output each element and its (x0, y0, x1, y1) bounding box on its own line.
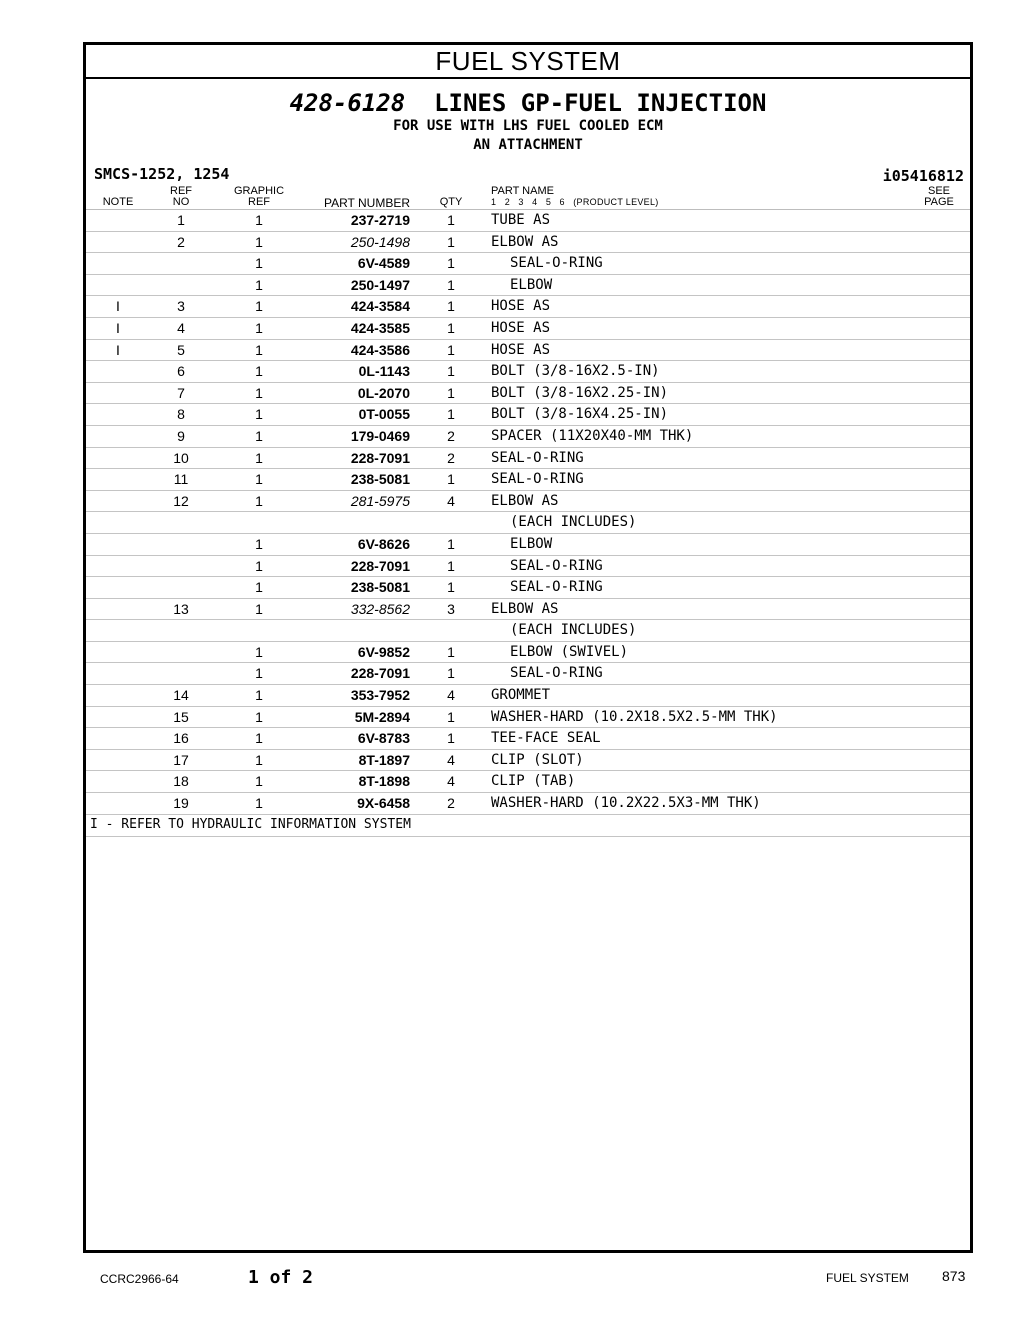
row-part-number: 424-3586 (350, 341, 410, 358)
row-graphic-ref: 1 (255, 557, 263, 574)
row-ref-no: 12 (173, 492, 189, 509)
row-qty: 4 (447, 687, 455, 704)
row-part-name: ELBOW (SWIVEL) (510, 643, 629, 660)
row-part-number: 6V-8626 (357, 535, 410, 552)
row-qty: 1 (447, 298, 455, 315)
row-ref-no: 8 (177, 406, 185, 423)
page-number: 873 (942, 1268, 966, 1284)
row-part-number: 9X-6458 (357, 795, 410, 812)
row-ref-no: 11 (173, 471, 189, 488)
row-part-name: SEAL-O-RING (510, 557, 603, 574)
row-qty: 4 (447, 751, 455, 768)
row-part-name: ELBOW AS (491, 600, 559, 617)
row-part-name: TUBE AS (491, 212, 551, 228)
row-graphic-ref: 1 (255, 427, 263, 444)
table-row (86, 685, 970, 707)
smcs-code: SMCS-1252, 1254 (94, 165, 230, 183)
row-part-number: 5M-2894 (354, 708, 410, 725)
col-graphic-ref (226, 186, 292, 208)
row-part-number: 250-1497 (350, 276, 410, 293)
row-note: I (116, 341, 120, 358)
row-part-name: (EACH INCLUDES) (510, 622, 637, 639)
row-part-number: 281-5975 (350, 492, 410, 509)
row-graphic-ref: 1 (255, 471, 263, 488)
row-qty: 1 (447, 255, 455, 272)
table-row (86, 728, 970, 750)
illustration-id: i05416812 (882, 167, 964, 185)
row-note: I (116, 319, 120, 336)
row-qty: 2 (447, 449, 455, 466)
row-part-number: 238-5081 (350, 471, 410, 488)
row-part-number: 8T-1898 (358, 773, 410, 790)
row-part-number: 0L-2070 (357, 384, 410, 401)
table-row (86, 210, 970, 232)
row-part-name: BOLT (3/8-16X4.25-IN) (491, 406, 669, 423)
row-part-name: GROMMET (491, 687, 551, 704)
col-part-number: PART NUMBER (323, 196, 410, 210)
row-qty: 1 (447, 535, 455, 552)
table-row (86, 426, 970, 448)
doc-code: CCRC2966-64 (100, 1272, 179, 1286)
subtitle-usage: FOR USE WITH LHS FUEL COOLED ECM (393, 118, 663, 134)
row-part-name: SEAL-O-RING (491, 471, 584, 488)
row-qty: 4 (447, 492, 455, 509)
row-part-name: HOSE AS (491, 298, 551, 315)
row-part-name: ELBOW AS (491, 492, 559, 509)
row-graphic-ref: 1 (255, 363, 263, 380)
row-part-number: 238-5081 (350, 579, 410, 596)
row-part-name: CLIP (SLOT) (491, 751, 584, 768)
table-row (86, 577, 970, 599)
col-ref-no (164, 186, 198, 208)
row-part-name: WASHER-HARD (10.2X22.5X3-MM THK) (491, 795, 761, 812)
row-qty: 2 (447, 427, 455, 444)
col-ref-no-line2: NO (172, 196, 190, 208)
row-part-number: 179-0469 (350, 427, 410, 444)
row-qty: 1 (447, 384, 455, 401)
group-part-number: 428-6128 (289, 89, 406, 117)
row-graphic-ref: 1 (255, 406, 263, 423)
table-row (86, 556, 970, 578)
row-part-name: ELBOW AS (491, 233, 559, 250)
table-row (86, 232, 970, 254)
row-qty: 1 (447, 276, 455, 293)
col-note: NOTE (102, 196, 134, 208)
table-row (86, 361, 970, 383)
table-row (86, 448, 970, 470)
row-part-number: 250-1498 (350, 233, 410, 250)
page-frame (83, 42, 973, 1253)
col-ref-no-line1: REF (170, 185, 192, 197)
column-header (86, 183, 970, 210)
row-qty: 1 (447, 363, 455, 380)
row-qty: 4 (447, 773, 455, 790)
row-graphic-ref: 1 (255, 600, 263, 617)
row-part-number: 8T-1897 (358, 751, 410, 768)
table-row (86, 620, 970, 642)
row-ref-no: 6 (177, 363, 185, 380)
row-ref-no: 15 (173, 708, 189, 725)
row-part-name: ELBOW (510, 535, 553, 552)
row-graphic-ref: 1 (255, 579, 263, 596)
row-part-name: SEAL-O-RING (510, 665, 603, 682)
row-part-name: BOLT (3/8-16X2.5-IN) (491, 363, 660, 380)
row-part-name: SEAL-O-RING (510, 255, 603, 272)
col-graphic-line2: REF (248, 196, 270, 208)
table-row (86, 534, 970, 556)
row-part-name: TEE-FACE SEAL (491, 730, 601, 747)
row-graphic-ref: 1 (255, 449, 263, 466)
row-graphic-ref: 1 (255, 795, 263, 812)
footer-section: FUEL SYSTEM (826, 1271, 909, 1285)
row-graphic-ref: 1 (255, 276, 263, 293)
row-part-number: 6V-9852 (357, 643, 410, 660)
row-qty: 1 (447, 579, 455, 596)
row-part-number: 424-3584 (350, 298, 410, 315)
table-row (86, 275, 970, 297)
col-see-page (914, 186, 964, 208)
row-ref-no: 5 (177, 341, 185, 358)
row-part-name: ELBOW (510, 276, 553, 293)
table-row (86, 707, 970, 729)
table-row (86, 642, 970, 664)
row-ref-no: 18 (173, 773, 189, 790)
table-row (86, 404, 970, 426)
col-qty: QTY (439, 196, 463, 208)
page-of: 1 of 2 (248, 1267, 314, 1288)
row-qty: 2 (447, 795, 455, 812)
row-qty: 1 (447, 212, 455, 228)
table-row (86, 663, 970, 685)
row-graphic-ref: 1 (255, 298, 263, 315)
row-part-name: (EACH INCLUDES) (510, 514, 637, 531)
row-ref-no: 16 (173, 730, 189, 747)
table-row (86, 771, 970, 793)
row-qty: 1 (447, 233, 455, 250)
table-row (86, 318, 970, 340)
row-part-name: CLIP (TAB) (491, 773, 576, 790)
row-part-name: SEAL-O-RING (491, 449, 584, 466)
row-part-name: BOLT (3/8-16X2.25-IN) (491, 384, 669, 401)
row-qty: 1 (447, 730, 455, 747)
row-qty: 3 (447, 600, 455, 617)
row-ref-no: 7 (177, 384, 185, 401)
row-part-name: WASHER-HARD (10.2X18.5X2.5-MM THK) (491, 708, 778, 725)
row-part-number: 0L-1143 (358, 363, 410, 380)
row-part-number: 6V-8783 (357, 730, 410, 747)
row-ref-no: 3 (177, 298, 185, 315)
table-row (86, 340, 970, 362)
row-qty: 1 (447, 708, 455, 725)
col-graphic-line1: GRAPHIC (233, 185, 285, 197)
col-part-name-line1: PART NAME (491, 185, 554, 197)
row-ref-no: 17 (173, 751, 189, 768)
subtitle-attachment: AN ATTACHMENT (473, 137, 583, 153)
row-graphic-ref: 1 (255, 384, 263, 401)
row-ref-no: 10 (173, 449, 189, 466)
row-qty: 1 (447, 665, 455, 682)
row-part-number: 6V-4589 (357, 255, 410, 272)
row-part-number: 424-3585 (350, 319, 410, 336)
row-part-number: 237-2719 (350, 212, 410, 228)
row-graphic-ref: 1 (255, 665, 263, 682)
row-note: I (116, 298, 120, 315)
row-graphic-ref: 1 (255, 730, 263, 747)
row-graphic-ref: 1 (255, 319, 263, 336)
row-graphic-ref: 1 (255, 751, 263, 768)
row-graphic-ref: 1 (255, 233, 263, 250)
row-graphic-ref: 1 (255, 255, 263, 272)
system-title: FUEL SYSTEM (86, 45, 970, 79)
row-part-number: 353-7952 (350, 687, 410, 704)
group-title (86, 89, 970, 117)
col-see-line1: SEE (927, 185, 950, 197)
row-part-number: 228-7091 (350, 449, 410, 466)
col-see-line2: PAGE (924, 196, 954, 208)
table-row (86, 296, 970, 318)
row-qty: 1 (447, 406, 455, 423)
row-graphic-ref: 1 (255, 212, 263, 228)
parts-table (86, 210, 970, 815)
row-qty: 1 (447, 341, 455, 358)
table-row (86, 469, 970, 491)
row-part-name: SEAL-O-RING (510, 579, 603, 596)
row-ref-no: 1 (177, 212, 185, 228)
row-part-name: HOSE AS (491, 319, 551, 336)
row-graphic-ref: 1 (255, 773, 263, 790)
meta-line (86, 159, 970, 183)
row-qty: 1 (447, 643, 455, 660)
row-ref-no: 2 (177, 233, 185, 250)
table-row (86, 512, 970, 534)
row-graphic-ref: 1 (255, 708, 263, 725)
row-part-number: 228-7091 (350, 665, 410, 682)
row-part-number: 0T-0055 (358, 406, 410, 423)
table-row (86, 793, 970, 815)
row-qty: 1 (447, 557, 455, 574)
row-graphic-ref: 1 (255, 643, 263, 660)
row-ref-no: 4 (177, 319, 185, 336)
table-row (86, 750, 970, 772)
row-graphic-ref: 1 (255, 492, 263, 509)
group-name: LINES GP-FUEL INJECTION (434, 89, 767, 117)
table-row (86, 491, 970, 513)
table-row (86, 383, 970, 405)
row-part-name: HOSE AS (491, 341, 551, 358)
row-ref-no: 14 (173, 687, 189, 704)
row-qty: 1 (447, 319, 455, 336)
row-ref-no: 9 (177, 427, 185, 444)
row-graphic-ref: 1 (255, 535, 263, 552)
table-row (86, 599, 970, 621)
col-part-name (491, 186, 659, 208)
row-part-number: 228-7091 (350, 557, 410, 574)
row-graphic-ref: 1 (255, 687, 263, 704)
row-part-name: SPACER (11X20X40-MM THK) (491, 427, 694, 444)
row-ref-no: 19 (173, 795, 189, 812)
row-graphic-ref: 1 (255, 341, 263, 358)
row-ref-no: 13 (173, 600, 189, 617)
table-row (86, 253, 970, 275)
col-product-level: 1 2 3 4 5 6 (PRODUCT LEVEL) (491, 197, 659, 207)
note-footer: I - REFER TO HYDRAULIC INFORMATION SYSTEM (86, 815, 970, 837)
row-qty: 1 (447, 471, 455, 488)
row-part-number: 332-8562 (350, 600, 410, 617)
